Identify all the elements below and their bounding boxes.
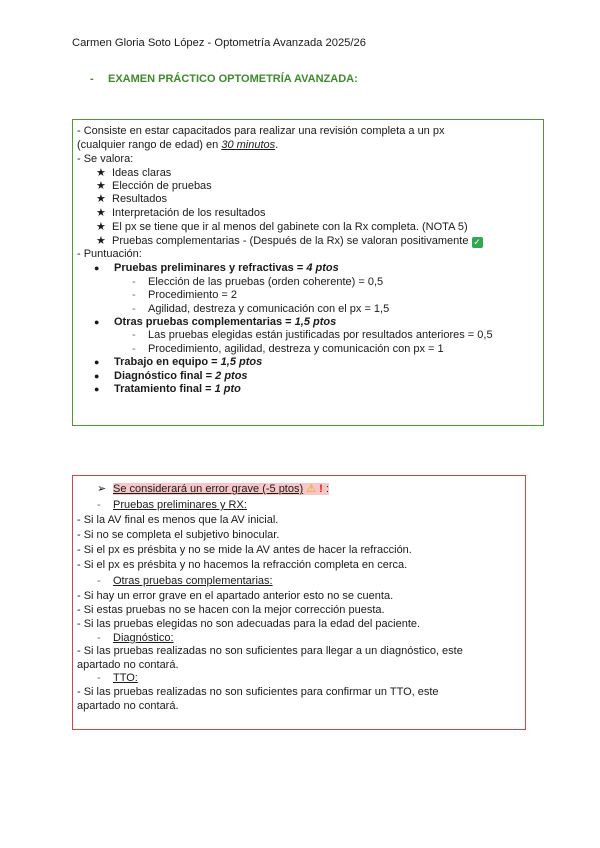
bullet-icon: ● xyxy=(94,317,100,327)
section-title xyxy=(97,672,138,685)
bullet-icon: ● xyxy=(94,357,100,367)
intro-line-2-a: (cualquier rango de edad) en xyxy=(77,139,222,151)
score-subitem xyxy=(132,329,493,342)
intro-line-2 xyxy=(77,139,278,152)
exam-title xyxy=(90,73,358,85)
error-line: - Si el px es présbita y no hacemos la refracción completa en cerca. xyxy=(77,559,408,571)
warning-line xyxy=(97,483,329,496)
star-icon: ★ xyxy=(96,235,106,247)
puntuacion-label: - Puntuación: xyxy=(77,248,142,260)
intro-line-2-b: . xyxy=(275,139,279,151)
time-limit: 30 minutos xyxy=(221,139,276,151)
error-line: - Si el px es présbita y no se mide la AV antes de hacer la refracción. xyxy=(77,544,412,556)
score-item-complementarias xyxy=(94,316,336,329)
sub-dash: - xyxy=(132,276,136,288)
bullet-icon: ● xyxy=(94,371,100,381)
valora-item xyxy=(96,221,468,234)
valora-item-text: Ideas claras xyxy=(112,167,172,179)
error-line: - Si hay un error grave en el apartado anterior esto no se cuenta. xyxy=(77,590,394,602)
score-label: Tratamiento final = xyxy=(114,383,215,395)
score-subitem xyxy=(132,343,444,356)
score-value: 4 ptos xyxy=(306,262,339,274)
score-subitem-text: Las pruebas elegidas están justificadas por resultados anteriores = 0,5 xyxy=(148,329,493,341)
section-title xyxy=(97,632,174,645)
score-value: 1,5 ptos xyxy=(220,356,263,368)
valora-item xyxy=(96,193,167,206)
error-line: - Si la AV final es menos que la AV inicial. xyxy=(77,514,279,526)
page-header: Carmen Gloria Soto López - Optometría Avanzada 2025/26 xyxy=(72,37,366,49)
check-mark-icon: ✓ xyxy=(473,237,481,247)
se-valora-label: - Se valora: xyxy=(77,153,134,165)
bullet-icon: ● xyxy=(94,384,100,394)
valora-item-text: Resultados xyxy=(112,193,168,205)
warning-end: : xyxy=(322,483,329,495)
section-title-text: Otras pruebas complementarias: xyxy=(113,575,273,587)
section-title-text: TTO: xyxy=(113,672,138,684)
error-line: - Si no se completa el subjetivo binocular. xyxy=(77,529,280,541)
error-line: - Si las pruebas realizadas no son suficientes para confirmar un TTO, este xyxy=(77,686,439,698)
star-icon: ★ xyxy=(96,193,106,205)
section-dash: - xyxy=(97,499,101,511)
star-icon: ★ xyxy=(96,207,106,219)
valora-item-text: Interpretación de los resultados xyxy=(112,207,266,219)
section-title xyxy=(97,575,273,588)
bullet-icon: ● xyxy=(94,263,100,273)
error-line: - Si las pruebas realizadas no son suficientes para llegar a un diagnóstico, este xyxy=(77,645,463,657)
score-item-diagnostico xyxy=(94,370,248,383)
score-value: 1 pto xyxy=(214,383,241,395)
sub-dash: - xyxy=(132,303,136,315)
section-dash: - xyxy=(97,632,101,644)
score-subitem-text: Procedimiento = 2 xyxy=(148,289,237,301)
star-icon: ★ xyxy=(96,180,106,192)
score-subitem-text: Procedimiento, agilidad, destreza y comunicación con px = 1 xyxy=(148,343,444,355)
warning-icon: ⚠ xyxy=(306,483,317,495)
warning-highlight xyxy=(113,483,329,495)
section-title xyxy=(97,499,247,512)
score-value: 2 ptos xyxy=(215,370,248,382)
valora-item xyxy=(96,167,171,180)
score-label: Otras pruebas complementarias = xyxy=(114,316,295,328)
valora-item-text: El px se tiene que ir al menos del gabinete con la Rx completa. (NOTA 5) xyxy=(112,221,468,233)
valora-item-text: Elección de pruebas xyxy=(112,180,212,192)
score-label: Diagnóstico final = xyxy=(114,370,216,382)
error-line: apartado no contará. xyxy=(77,659,179,671)
star-icon: ★ xyxy=(96,167,106,179)
star-icon: ★ xyxy=(96,221,106,233)
section-title-text: Pruebas preliminares y RX: xyxy=(113,499,247,511)
score-value: 1,5 ptos xyxy=(294,316,337,328)
error-line: apartado no contará. xyxy=(77,700,179,712)
score-subitem-text: Elección de las pruebas (orden coherente) = 0,5 xyxy=(148,276,384,288)
error-line: - Si estas pruebas no se hacen con la mejor corrección puesta. xyxy=(77,604,385,616)
score-subitem xyxy=(132,289,237,302)
title-dash: - xyxy=(90,73,94,85)
sub-dash: - xyxy=(132,329,136,341)
arrow-icon: ➢ xyxy=(97,483,107,495)
section-title-text: Diagnóstico: xyxy=(113,632,174,644)
score-item-equipo xyxy=(94,356,262,369)
score-item-preliminares xyxy=(94,262,339,275)
intro-line-1: - Consiste en estar capacitados para realizar una revisión completa a un px xyxy=(77,125,445,137)
score-label: Pruebas preliminares y refractivas = xyxy=(114,262,307,274)
section-dash: - xyxy=(97,575,101,587)
valora-item xyxy=(96,207,265,220)
valora-item-text: Pruebas complementarias - (Después de la Rx) se valoran positivamente xyxy=(112,235,469,247)
section-dash: - xyxy=(97,672,101,684)
valora-item xyxy=(96,235,483,248)
score-item-tratamiento xyxy=(94,383,241,396)
error-line: - Si las pruebas elegidas no son adecuadas para la edad del paciente. xyxy=(77,618,421,630)
score-subitem xyxy=(132,303,389,316)
sub-dash: - xyxy=(132,289,136,301)
warning-text: Se considerará un error grave (-5 ptos) xyxy=(113,483,304,495)
valora-item xyxy=(96,180,212,193)
score-label: Trabajo en equipo = xyxy=(114,356,221,368)
score-subitem xyxy=(132,276,383,289)
score-subitem-text: Agilidad, destreza y comunicación con el px = 1,5 xyxy=(148,303,390,315)
sub-dash: - xyxy=(132,343,136,355)
exclamation-icon: ! xyxy=(319,483,323,495)
title-text: EXAMEN PRÁCTICO OPTOMETRÍA AVANZADA: xyxy=(108,73,358,85)
